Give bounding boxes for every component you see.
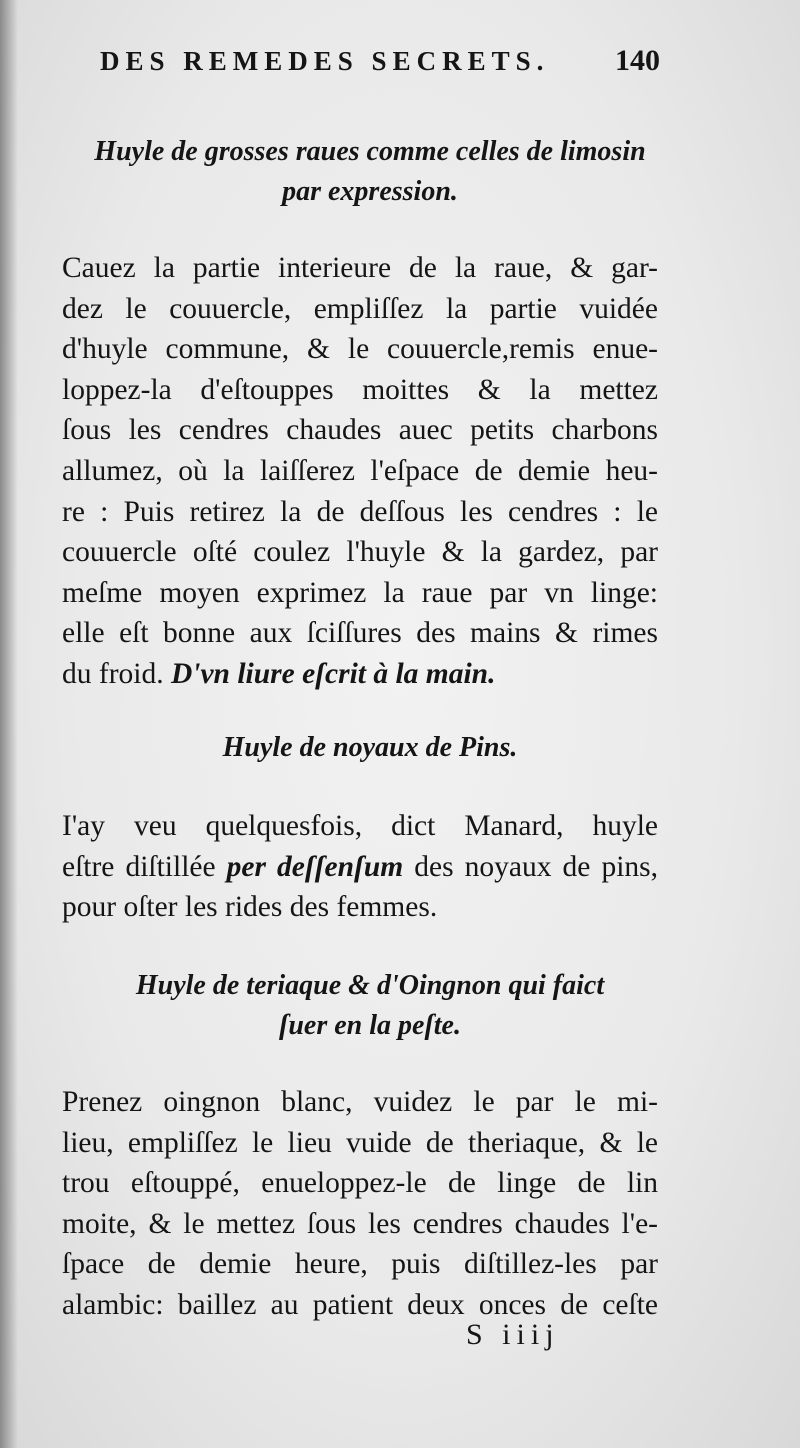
text-fragment: des noyaux de pins,	[414, 850, 659, 883]
text-line: ſous les cendres chaudes auec petits charbons	[62, 414, 658, 447]
text-line: meſme moyen exprimez la raue par vn linge:	[62, 576, 658, 609]
section-heading-noyaux-de-pins	[60, 728, 680, 768]
running-head: DES REMEDES SECRETS.	[100, 46, 550, 76]
text-line: alambic: baillez au patient deux onces de ceſte	[62, 1288, 658, 1321]
heading-line: Huyle de grosses raues comme celles de limosin	[94, 136, 646, 167]
latin-phrase: per deſſenſum	[226, 850, 404, 883]
text-line: moite, & le mettez ſous les cendres chaudes l'e-	[62, 1207, 658, 1240]
text-line: Cauez la partie interieure de la raue, & gar-	[62, 252, 658, 284]
text-line: elle eſt bonne aux ſciſſures des mains & rimes	[62, 617, 658, 650]
heading-line: ſuer en la peſte.	[279, 1010, 461, 1041]
source-citation: D'vn liure eſcrit à la main.	[170, 657, 496, 690]
text-line: re : Puis retirez la de deſſous les cendres : le	[62, 495, 658, 528]
page-number: 140	[615, 44, 660, 77]
text-fragment: du froid.	[62, 657, 164, 690]
text-line: I'ay veu quelquesfois, dict Manard, huyle	[62, 810, 658, 842]
text-fragment: eſtre diſtillée	[62, 850, 216, 883]
section-paragraph-raues	[62, 248, 658, 695]
text-line: loppez-la d'eſtouppes moittes & la mettez	[62, 373, 658, 406]
text-line: trou eſtouppé, enueloppez-le de linge de lin	[62, 1167, 658, 1200]
heading-line: par expression.	[282, 176, 458, 207]
section-paragraph-pins	[62, 806, 658, 928]
text-line: ſpace de demie heure, puis diſtillez-les par	[62, 1248, 658, 1281]
section-heading-teriaque-oingnon	[60, 966, 680, 1046]
text-line	[62, 847, 658, 888]
section-paragraph-teriaque	[62, 1082, 658, 1326]
heading-line: Huyle de noyaux de Pins.	[222, 732, 518, 763]
text-line: dez le couuercle, empliſſez la partie vuidée	[62, 292, 658, 325]
text-line: pour oſter les rides des femmes.	[62, 891, 438, 924]
section-heading-huyle-de-raues	[60, 132, 680, 212]
page-gutter-shadow	[0, 0, 18, 1448]
text-line: Prenez oingnon blanc, vuidez le par le mi-	[62, 1086, 658, 1118]
heading-line: Huyle de teriaque & d'Oingnon qui faict	[135, 970, 605, 1001]
signature-mark: S iiij	[466, 1318, 560, 1351]
text-line	[62, 654, 658, 695]
text-line: d'huyle commune, & le couuercle,remis enue-	[62, 333, 658, 366]
page-header	[100, 46, 660, 86]
text-line: couuercle oſté coulez l'huyle & la gardez, par	[62, 536, 658, 569]
text-line: lieu, empliſſez le lieu vuide de theriaque, & le	[62, 1126, 658, 1159]
text-line: allumez, où la laiſſerez l'eſpace de demie heu-	[62, 454, 658, 487]
